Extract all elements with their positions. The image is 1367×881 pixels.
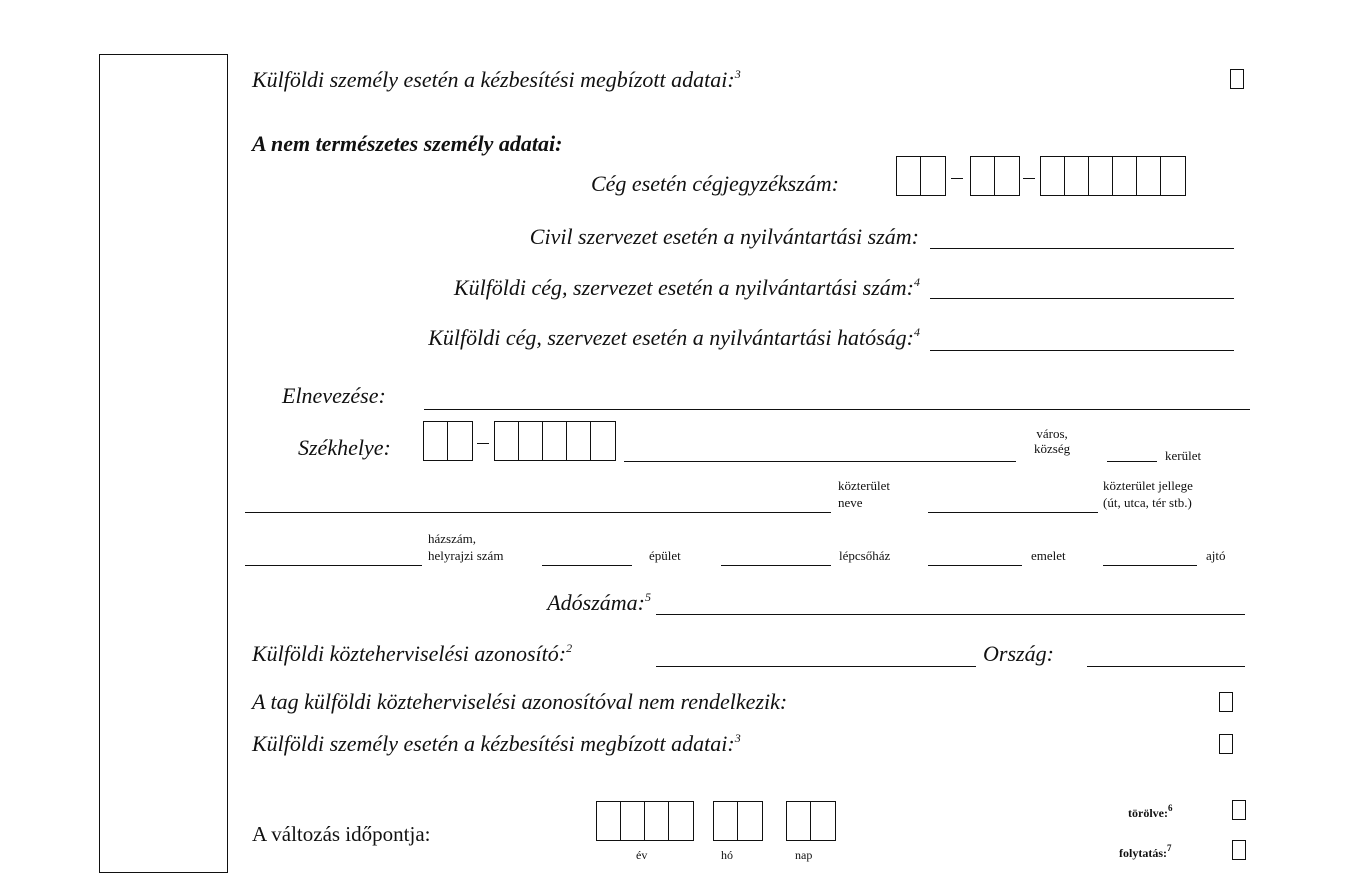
year-label: év <box>636 848 648 862</box>
street-type-label <box>1103 478 1193 510</box>
no-foreign-id-checkbox[interactable] <box>1219 692 1233 712</box>
street-type-input[interactable] <box>928 512 1098 513</box>
staircase-label: lépcsőház <box>839 548 891 563</box>
building-label: épület <box>649 548 681 563</box>
street-name-label-line2: neve <box>838 495 863 510</box>
foreign-authority-text: Külföldi cég, szervezet esetén a nyilvántartási hatóság: <box>428 325 914 350</box>
section-title: A nem természetes személy adatai: <box>252 131 563 156</box>
company-reg-dash-2 <box>1023 178 1035 179</box>
change-year-boxes[interactable] <box>596 801 694 841</box>
street-type-label-line1: közterület jellege <box>1103 478 1193 493</box>
house-no-label-line1: házszám, <box>428 531 477 546</box>
district-label: kerület <box>1165 448 1202 463</box>
foreign-id-input[interactable] <box>656 666 976 667</box>
company-reg-serial-boxes[interactable] <box>1040 156 1186 196</box>
seat-country-code-boxes[interactable] <box>423 421 473 461</box>
foreign-reg-no-sup: 4 <box>914 275 920 289</box>
foreign-authority-sup: 4 <box>914 325 920 339</box>
foreign-id-label <box>252 642 572 666</box>
company-reg-dash-1 <box>951 178 963 179</box>
top-foreign-delegate-text: Külföldi személy esetén a kézbesítési megbízott adatai: <box>252 67 735 92</box>
door-input[interactable] <box>1103 565 1197 566</box>
left-margin-box <box>99 54 228 873</box>
civil-reg-label: Civil szervezet esetén a nyilvántartási szám: <box>529 224 919 249</box>
foreign-id-text: Külföldi közteherviselési azonosító: <box>252 641 567 666</box>
house-no-label-line2: helyrajzi szám <box>428 548 504 563</box>
foreign-reg-no-label <box>454 276 920 300</box>
floor-label: emelet <box>1031 548 1066 563</box>
top-foreign-delegate-sup: 3 <box>734 67 741 81</box>
seat-city-input[interactable] <box>624 461 1016 462</box>
floor-input[interactable] <box>928 565 1022 566</box>
foreign-delegate-text: Külföldi személy esetén a kézbesítési megbízott adatai: <box>252 731 735 756</box>
district-input[interactable] <box>1107 461 1157 462</box>
deleted-label <box>1128 803 1173 820</box>
foreign-authority-input[interactable] <box>930 350 1234 351</box>
foreign-reg-no-text: Külföldi cég, szervezet esetén a nyilvántartási szám: <box>453 275 914 300</box>
deleted-checkbox[interactable] <box>1232 800 1246 820</box>
tax-no-sup: 5 <box>645 590 651 604</box>
foreign-delegate-label <box>252 732 741 756</box>
foreign-delegate-checkbox[interactable] <box>1219 734 1233 754</box>
street-type-label-line2: (út, utca, tér stb.) <box>1103 495 1192 510</box>
deleted-text: törölve: <box>1128 806 1168 820</box>
street-name-input[interactable] <box>245 512 831 513</box>
staircase-input[interactable] <box>721 565 831 566</box>
tax-no-input[interactable] <box>656 614 1245 615</box>
change-month-boxes[interactable] <box>713 801 763 841</box>
deleted-sup: 6 <box>1167 803 1173 813</box>
day-label: nap <box>795 848 813 862</box>
company-reg-label: Cég esetén cégjegyzékszám: <box>590 171 839 196</box>
top-foreign-delegate-label <box>252 68 741 92</box>
foreign-reg-no-input[interactable] <box>930 298 1234 299</box>
city-label-line1: város, <box>1036 426 1068 441</box>
city-label-line2: község <box>1034 441 1071 456</box>
tax-no-label <box>547 591 651 615</box>
no-foreign-id-label: A tag külföldi közteherviselési azonosítóval nem rendelkezik: <box>252 689 788 714</box>
tax-no-text: Adószáma: <box>547 590 645 615</box>
continued-sup: 7 <box>1167 843 1172 853</box>
foreign-delegate-sup: 3 <box>734 731 741 745</box>
top-foreign-delegate-checkbox[interactable] <box>1230 69 1244 89</box>
company-reg-type-boxes[interactable] <box>970 156 1020 196</box>
civil-reg-input[interactable] <box>930 248 1234 249</box>
foreign-authority-label <box>428 326 920 350</box>
city-label <box>1034 426 1070 456</box>
change-day-boxes[interactable] <box>786 801 836 841</box>
building-input[interactable] <box>542 565 632 566</box>
door-label: ajtó <box>1206 548 1226 563</box>
continued-label <box>1119 843 1172 860</box>
country-input[interactable] <box>1087 666 1245 667</box>
seat-label: Székhelye: <box>298 435 391 460</box>
continued-text: folytatás: <box>1119 846 1167 860</box>
company-reg-court-boxes[interactable] <box>896 156 946 196</box>
month-label: hó <box>721 848 733 862</box>
change-date-label: A változás időpontja: <box>252 822 431 846</box>
name-label: Elnevezése: <box>282 383 386 408</box>
street-name-label-line1: közterület <box>838 478 890 493</box>
name-input[interactable] <box>424 409 1250 410</box>
house-no-input[interactable] <box>245 565 422 566</box>
seat-dash <box>477 443 489 444</box>
seat-postal-code-boxes[interactable] <box>494 421 616 461</box>
country-label: Ország: <box>983 641 1054 666</box>
street-name-label <box>838 478 890 510</box>
house-no-label <box>428 531 503 563</box>
continued-checkbox[interactable] <box>1232 840 1246 860</box>
foreign-id-sup: 2 <box>566 641 573 655</box>
